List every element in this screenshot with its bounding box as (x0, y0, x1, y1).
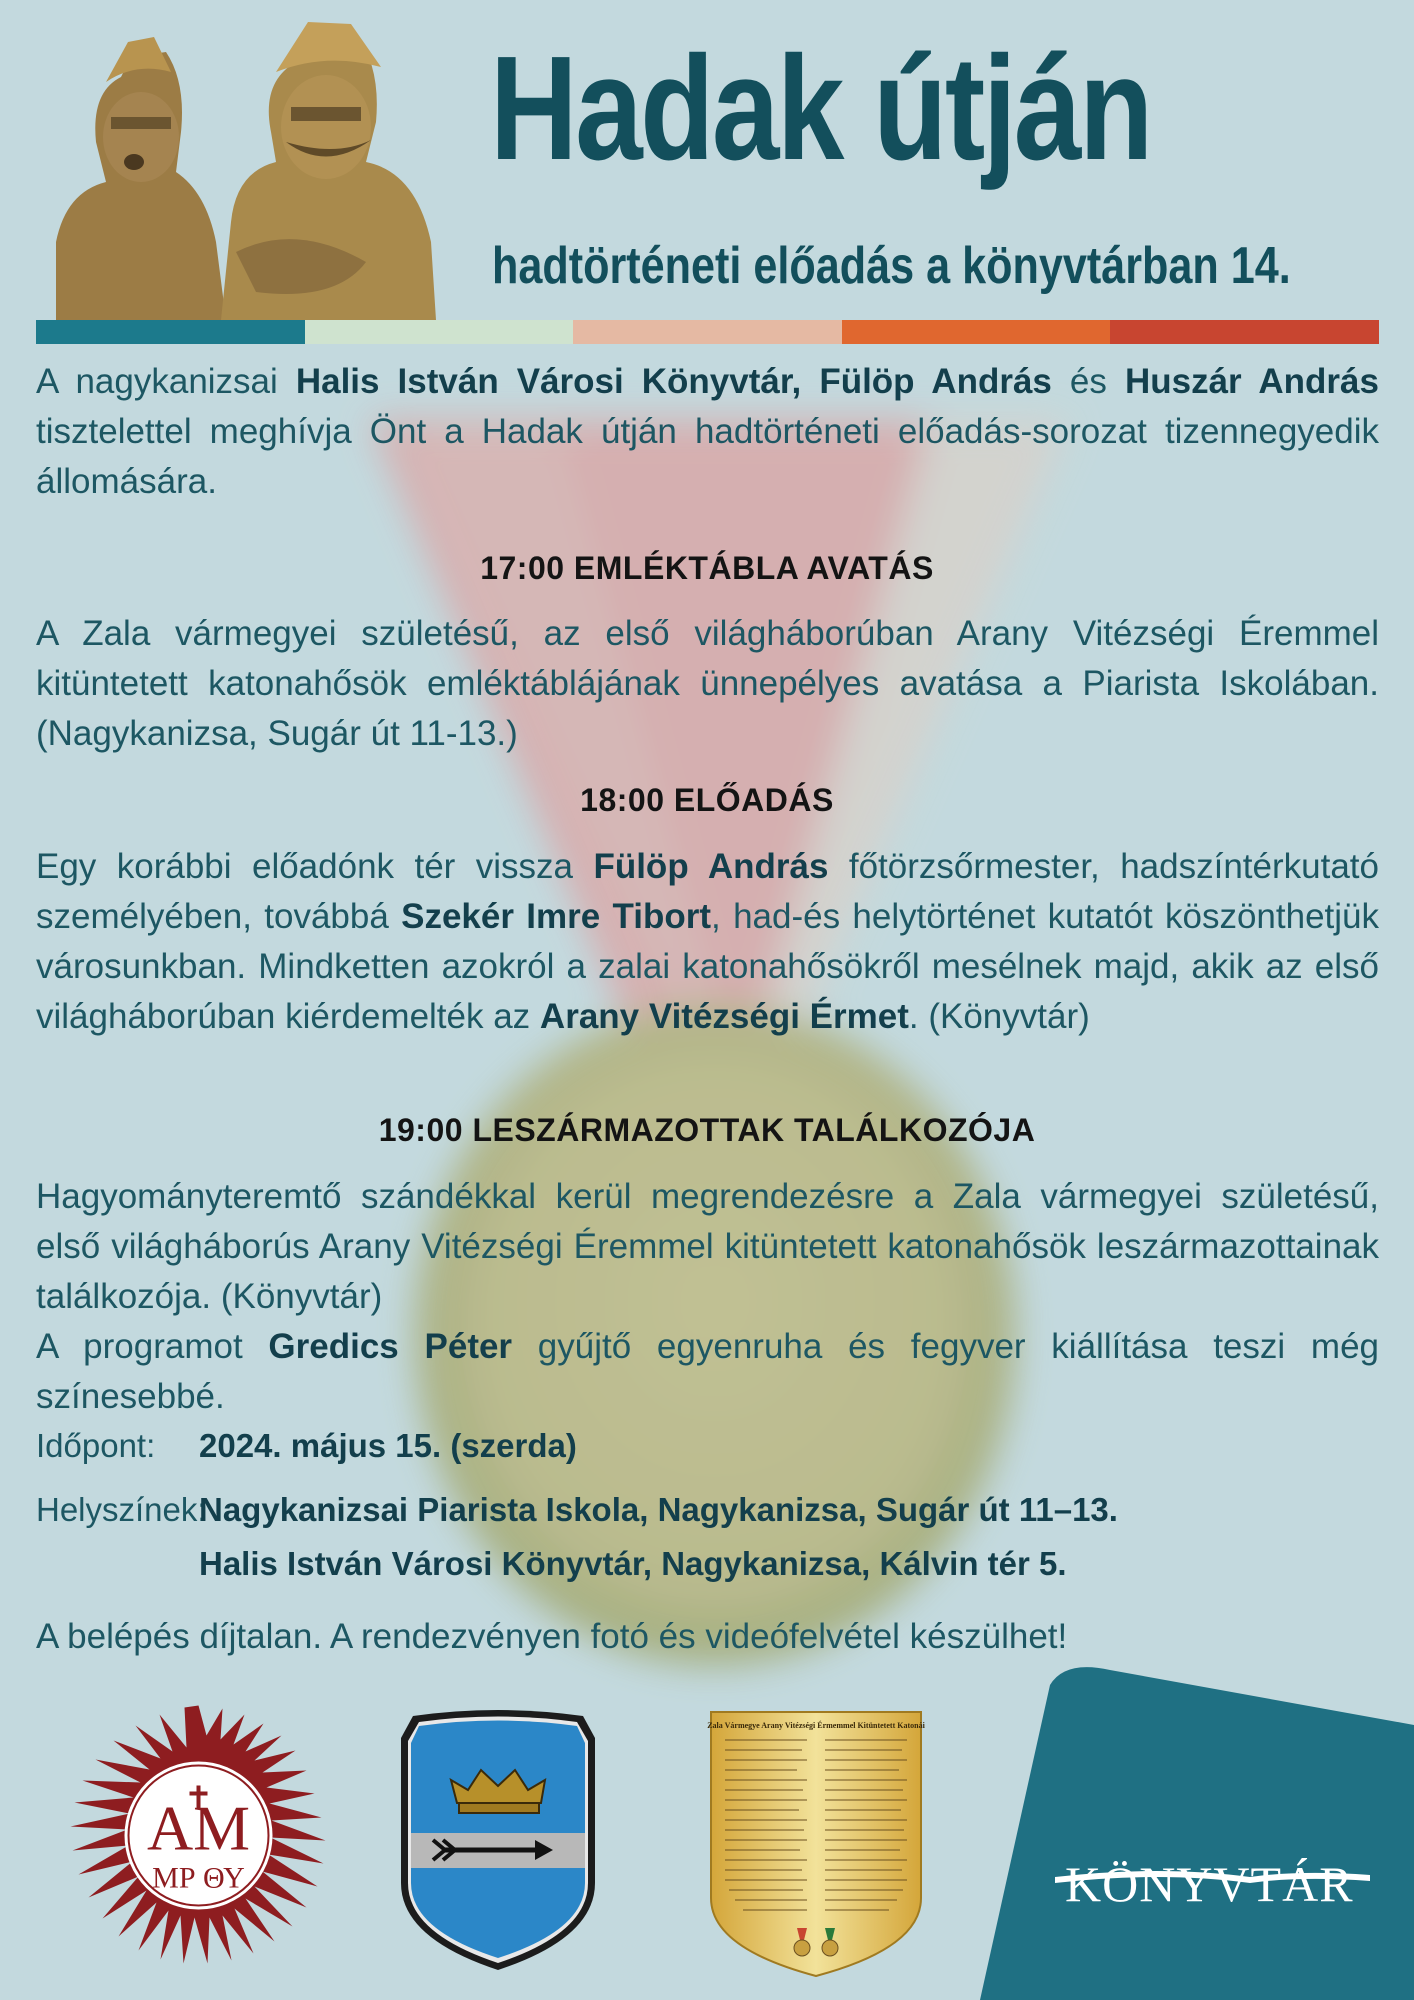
venue-1: Nagykanizsai Piarista Iskola, Nagykanizsa, Sugár út 11–13. (199, 1491, 1118, 1528)
section-heading-lecture: 18:00 ELŐADÁS (580, 782, 834, 818)
intro-text-2: és (1051, 362, 1125, 401)
library-brand-shape (960, 1665, 1414, 2000)
stripe-segment-5 (1110, 320, 1379, 344)
memorial-plaque (707, 1708, 925, 1980)
lecture-text-3: , had-és helytörténet kutatót köszönthetjük városunkban. Mindketten azokról a zalai katonahősökről mesélnek majd, akik az első világháborúban kiérdemelték az (36, 897, 1379, 1036)
section-plaque-text: A Zala vármegyei születésű, az első világháborúban Arany Vitézségi Éremmel kitüntetett katonahősök emléktáblájának ünnepélyes avatása a Piarista Iskolában. (Nagykanizsa, Sugár út 11-13.) (36, 614, 1379, 753)
event-title: Hadak útján (490, 26, 1151, 191)
section-lecture-text (36, 842, 1379, 1042)
section-meeting-text: Hagyományteremtő szándékkal kerül megrendezésre a Zala vármegyei születésű, első világháborús Arany Vitézségi Éremmel kitüntetett katonahősök leszármazottainak találkozója. (Könyvtár) (36, 1177, 1379, 1316)
soldier-statues-image (36, 22, 436, 320)
date-row (36, 1422, 577, 1470)
section-heading-plaque: 17:00 EMLÉKTÁBLA AVATÁS (480, 550, 934, 586)
date-label: Időpont: (36, 1427, 156, 1464)
lecture-text-2: főtörzsőrmester, hadszíntérkutató személyében, továbbá (36, 847, 1379, 936)
svg-text:AM: AM (146, 1792, 251, 1864)
coat-of-arms (395, 1708, 601, 1976)
piarist-monogram: ΜΡ ΘΥ (152, 1861, 245, 1895)
intro-text-1: A nagykanizsai (36, 362, 296, 401)
stripe-segment-1 (36, 320, 305, 344)
event-subtitle: hadtörténeti előadás a könyvtárban 14. (492, 237, 1291, 295)
date-value: 2024. május 15. (szerda) (199, 1427, 577, 1464)
stripe-segment-4 (842, 320, 1111, 344)
collector-name: Gredics Péter (268, 1327, 513, 1366)
venue-row (36, 1486, 1118, 1534)
stripe-segment-2 (305, 320, 574, 344)
exhibition-text-2: gyűjtő egyenruha és fegyver kiállítása teszi még színesebbé. (36, 1327, 1380, 1416)
intro-organizers: Halis István Városi Könyvtár, Fülöp András (295, 362, 1052, 401)
plaque-title: Zala Vármegye Arany Vitézségi Érmemmel Kitüntetett Katonái (707, 1721, 925, 1730)
medal-name: Arany Vitézségi Érmet (539, 997, 909, 1036)
venue-2: Halis István Városi Könyvtár, Nagykanizsa, Kálvin tér 5. (199, 1545, 1067, 1582)
lecture-text-1: Egy korábbi előadónk tér vissza (36, 847, 594, 886)
section-exhibition-text (36, 1322, 1379, 1422)
intro-text-3: tisztelettel meghívja Önt a Hadak útján hadtörténeti előadás-sorozat tizennegyedik állomására. (36, 412, 1379, 501)
lecturer-szeker: Szekér Imre Tibort (401, 897, 712, 936)
piarist-logo (66, 1703, 331, 1968)
footer-note: A belépés díjtalan. A rendezvényen fotó és videófelvétel készülhet! (36, 1617, 1068, 1656)
stripe-segment-3 (573, 320, 842, 344)
lecture-text-4: . (Könyvtár) (908, 997, 1090, 1036)
lecturer-fulop: Fülöp András (593, 847, 829, 886)
intro-paragraph (36, 357, 1379, 507)
intro-organizer-huszar: Huszár András (1124, 362, 1379, 401)
venue-label: Helyszínek: (36, 1491, 207, 1528)
color-stripe (36, 320, 1379, 344)
exhibition-text-1: A programot (36, 1327, 269, 1366)
section-heading-meeting: 19:00 LESZÁRMAZOTTAK TALÁLKOZÓJA (378, 1112, 1036, 1148)
library-brand-text: KÖNYVTÁR (1065, 1856, 1354, 1912)
